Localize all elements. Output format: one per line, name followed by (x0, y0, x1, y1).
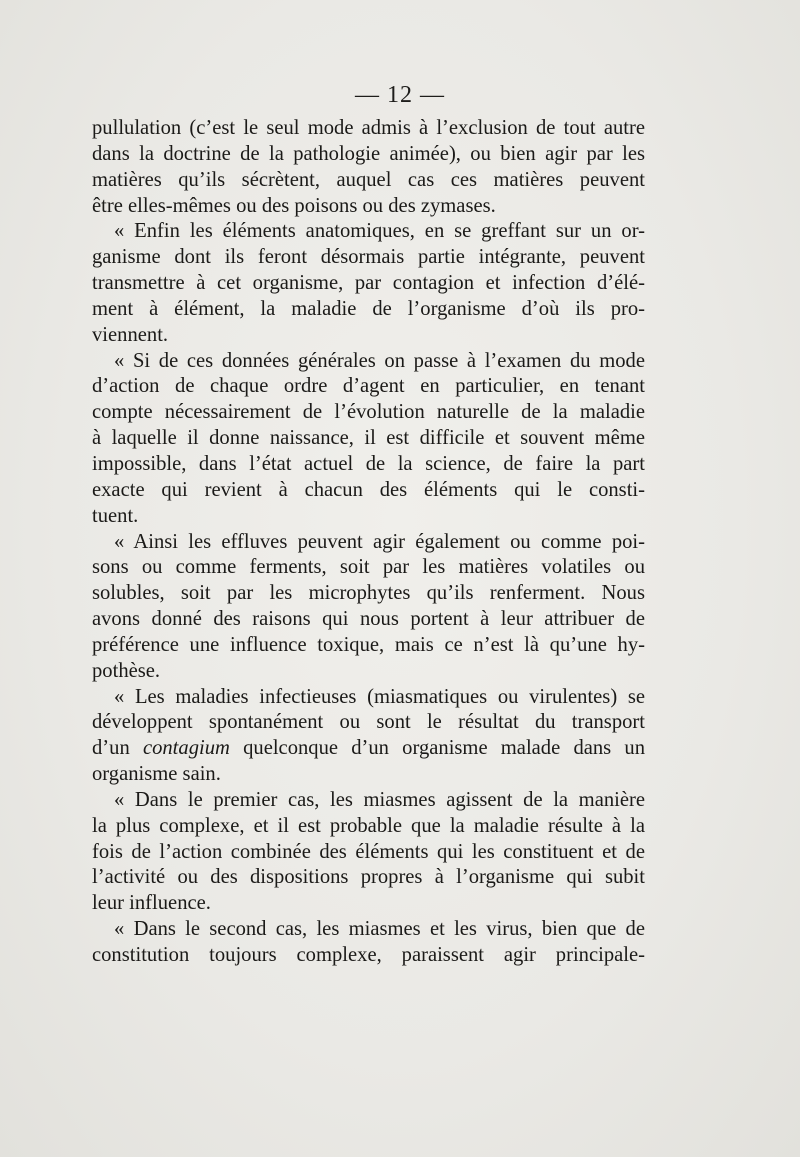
text-fragment: d’un (92, 737, 143, 760)
text-line: impossible, dans l’état actuel de la science, de faire la part (92, 452, 645, 475)
text-line: être elles-mêmes ou des poisons ou des zymases. (92, 194, 496, 217)
text-line: fois de l’action combinée des éléments qui les constituent et de (92, 840, 645, 863)
text-line: leur influence. (92, 892, 211, 915)
text-line: pullulation (c’est le seul mode admis à l’exclusion de tout autre (92, 117, 645, 139)
body-text (92, 116, 645, 969)
paragraph-1 (92, 116, 645, 219)
text-line: « Si de ces données générales on passe à l’examen du mode (114, 349, 645, 372)
text-line: exacte qui revient à chacun des éléments qui le consti- (92, 478, 645, 501)
text-line: constitution toujours complexe, paraissent agir principale- (92, 944, 645, 966)
paragraph-2 (92, 219, 645, 348)
text-line: l’activité ou des dispositions propres à l’organisme qui subit (92, 866, 645, 889)
text-line: « Dans le second cas, les miasmes et les virus, bien que de (114, 918, 645, 941)
text-line: « Enfin les éléments anatomiques, en se greffant sur un or- (114, 220, 645, 243)
text-line: dans la doctrine de la pathologie animée), ou bien agir par les (92, 142, 645, 165)
text-line: à laquelle il donne naissance, il est difficile et souvent même (92, 427, 645, 450)
text-line: d’action de chaque ordre d’agent en particulier, en tenant (92, 375, 645, 398)
paragraph-4 (92, 530, 645, 685)
text-line: solubles, soit par les microphytes qu’ils renferment. Nous (92, 582, 645, 605)
text-line: transmettre à cet organisme, par contagion et infection d’élé- (92, 272, 645, 295)
paragraph-3 (92, 349, 645, 530)
text-line: tuent. (92, 504, 139, 527)
text-line: « Dans le premier cas, les miasmes agissent de la manière (114, 788, 645, 811)
paragraph-6 (92, 788, 645, 917)
text-line: « Ainsi les effluves peuvent agir également ou comme poi- (114, 530, 645, 553)
text-line: organisme sain. (92, 763, 221, 786)
text-line: la plus complexe, et il est probable que la maladie résulte à la (92, 814, 645, 837)
page-number: — 12 — (355, 82, 445, 108)
text-line: sons ou comme ferments, soit par les matières volatiles ou (92, 556, 645, 579)
text-line: pothèse. (92, 659, 161, 682)
text-line: développent spontanément ou sont le résultat du transport (92, 711, 645, 734)
text-line: compte nécessairement de l’évolution naturelle de la maladie (92, 401, 645, 424)
text-line: viennent. (92, 323, 169, 346)
text-line: ganisme dont ils feront désormais partie intégrante, peuvent (92, 246, 645, 269)
text-line: avons donné des raisons qui nous portent à leur attribuer de (92, 608, 645, 631)
text-line: matières qu’ils sécrètent, auquel cas ces matières peuvent (92, 168, 645, 191)
text-line: préférence une influence toxique, mais ce n’est là qu’une hy- (92, 633, 645, 656)
paragraph-5 (92, 685, 645, 788)
text-line-mixed (92, 736, 645, 762)
text-line: « Les maladies infectieuses (miasmatiques ou virulentes) se (114, 685, 645, 708)
italic-term: contagium (142, 737, 230, 760)
paragraph-7 (92, 917, 645, 969)
text-fragment: quelconque d’un organisme malade dans un (229, 737, 645, 760)
text-line: ment à élément, la maladie de l’organisme d’où ils pro- (92, 297, 645, 320)
